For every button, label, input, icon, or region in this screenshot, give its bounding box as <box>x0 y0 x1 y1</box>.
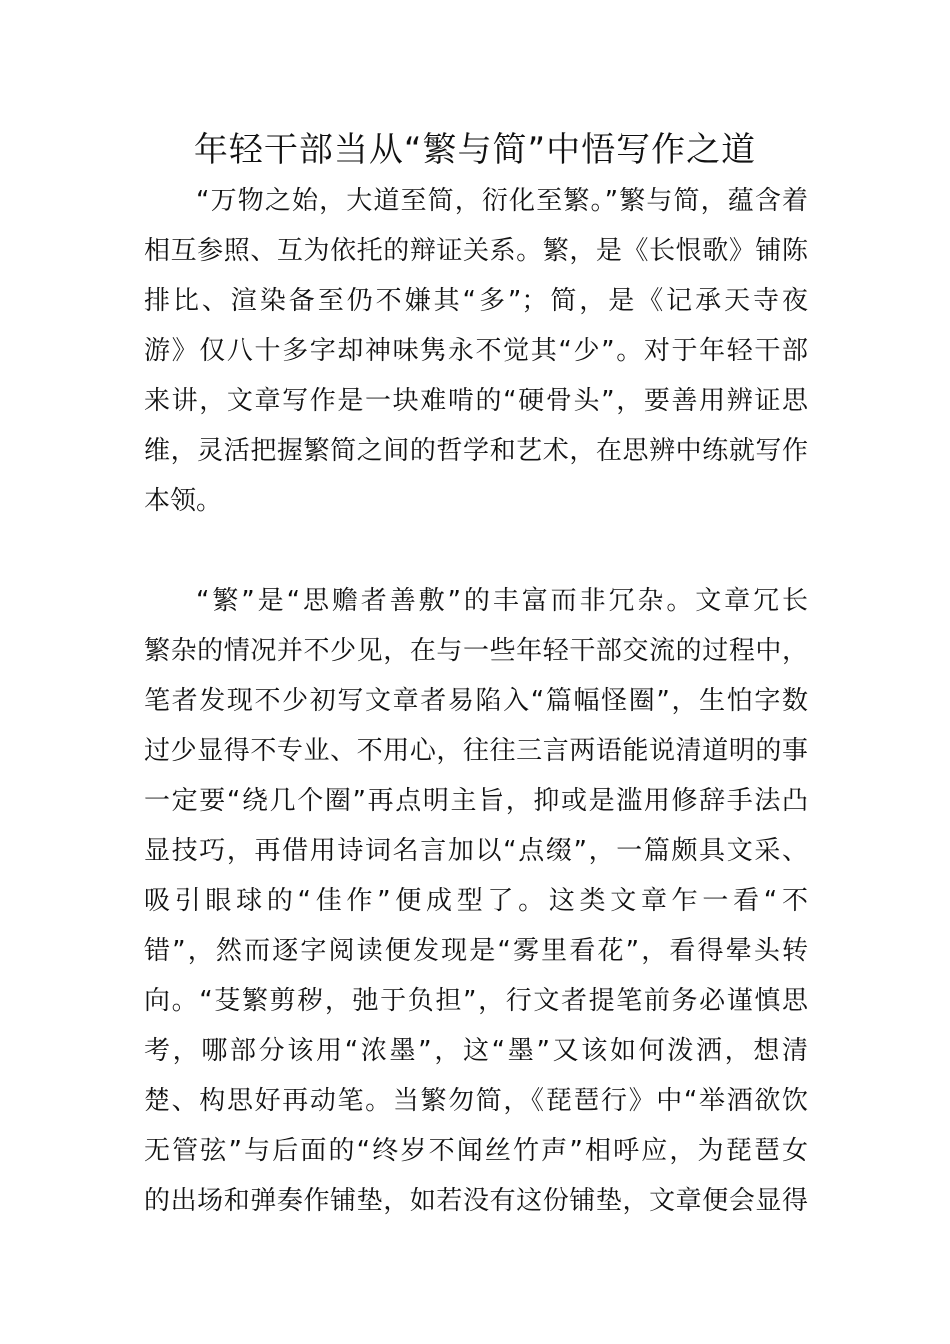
paragraph-line: 显技巧，再借用诗词名言加以“点缀”，一篇颇具文采、 <box>144 836 808 866</box>
paragraph-line: 排比、渲染备至仍不嫌其“多”；简，是《记承天寺夜 <box>144 286 808 316</box>
paragraph-line: 维，灵活把握繁简之间的哲学和艺术，在思辨中练就写作 <box>144 436 808 466</box>
paragraph-line: 过少显得不专业、不用心，往往三言两语能说清道明的事 <box>144 736 808 766</box>
document-title: 年轻干部当从“繁与简”中悟写作之道 <box>193 130 757 170</box>
paragraph-line: 一定要“绕几个圈”再点明主旨，抑或是滥用修辞手法凸 <box>144 786 808 816</box>
paragraph-2 <box>144 576 808 1226</box>
paragraph-line: 的出场和弹奏作铺垫，如若没有这份铺垫，文章便会显得 <box>144 1186 808 1216</box>
paragraph-1 <box>144 176 808 526</box>
paragraph-line: 楚、构思好再动笔。当繁勿简，《琵琶行》中“举酒欲饮 <box>144 1086 808 1116</box>
paragraph-line: 游》仅八十多字却神味隽永不觉其“少”。对于年轻干部 <box>144 336 808 366</box>
paragraph-line: 繁杂的情况并不少见，在与一些年轻干部交流的过程中， <box>144 636 808 666</box>
paragraph-line: 考，哪部分该用“浓墨”，这“墨”又该如何泼洒，想清 <box>144 1036 808 1066</box>
paragraph-line: 向。“芟繁剪秽，弛于负担”，行文者提笔前务必谨慎思 <box>144 986 808 1016</box>
paragraph-line: 相互参照、互为依托的辩证关系。繁，是《长恨歌》铺陈 <box>144 236 808 266</box>
paragraph-line: “繁”是“思赡者善敷”的丰富而非冗杂。文章冗长 <box>196 586 808 616</box>
paragraph-line: 无管弦”与后面的“终岁不闻丝竹声”相呼应，为琵琶女 <box>144 1136 808 1166</box>
paragraph-line: “万物之始，大道至简，衍化至繁。”繁与简，蕴含着 <box>196 186 808 216</box>
paragraph-line: 来讲，文章写作是一块难啃的“硬骨头”，要善用辨证思 <box>144 386 808 416</box>
paragraph-line: 错”，然而逐字阅读便发现是“雾里看花”，看得晕头转 <box>144 936 808 966</box>
paragraph-line: 笔者发现不少初写文章者易陷入“篇幅怪圈”，生怕字数 <box>144 686 808 716</box>
paragraph-line: 吸引眼球的“佳作”便成型了。这类文章乍一看“不 <box>144 886 808 916</box>
paragraph-line: 本领。 <box>144 486 223 516</box>
